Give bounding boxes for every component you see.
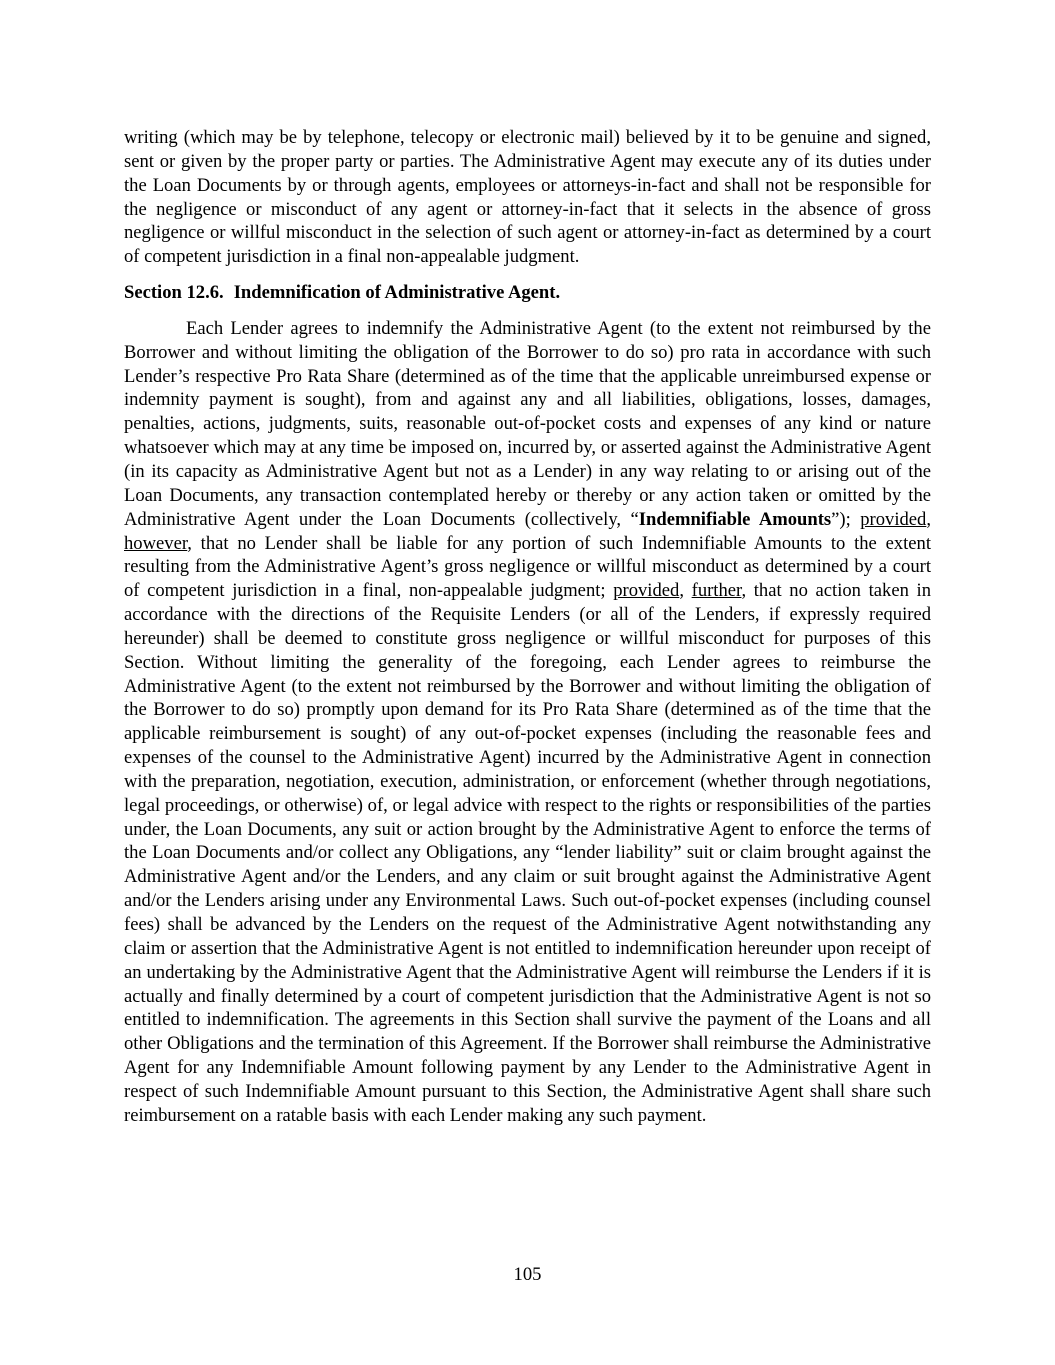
section-heading [124, 281, 931, 305]
proviso-separator-2: , [679, 580, 692, 602]
proviso-however: however [124, 532, 188, 554]
carryover-paragraph: writing (which may be by telephone, telecopy or electronic mail) believed by it to be genuine and signed, sent or given by the proper party or parties. The Administrative Agent may execute any of its duties under the Loan Documents by or through agents, employees or attorneys-in-fact and shall not be responsible for the negligence or misconduct of any agent or attorney-in-fact that it selects in the absence of gross negligence or willful misconduct in the selection of such agent or attorney-in-fact as determined by a court of competent jurisdiction in a final non-appealable judgment. [124, 127, 931, 268]
body-text-part1: Each Lender agrees to indemnify the Administrative Agent (to the extent not reimbursed by the Borrower and without limiting the obligation of the Borrower to do so) pro rata in accordance with such Lender’s respective Pro Rata Share (determined as of the time that the applicable unreimbursed expense or indemnity payment is sought), from and against any and all liabilities, obligations, losses, damages, penalties, actions, judgments, suits, reasonable out-of-pocket costs and expenses of any kind or nature whatsoever which may at any time be imposed on, incurred by, or asserted against the Administrative Agent (in its capacity as Administrative Agent but not as a Lender) in any way relating to or arising out of the Loan Documents, any transaction contemplated hereby or thereby or any action taken or omitted by the Administrative Agent under the Loan Documents (collectively, “ [124, 317, 931, 530]
section-title: Indemnification of Administrative Agent. [233, 282, 561, 304]
section-number: Section 12.6. [124, 282, 224, 304]
document-page [124, 126, 931, 1128]
proviso-further: further [691, 580, 742, 602]
defined-term-indemnifiable-amounts: Indemnifiable Amounts [638, 508, 832, 530]
body-text-part3: , that no Lender shall be liable for any portion of such Indemnifiable Amounts to the extent resulting from the Administrative Agent’s gross negligence or willful misconduct as determined by a court of competent jurisdiction in a final, non-appealable judgment; [124, 532, 931, 602]
page-number: 105 [513, 1264, 542, 1285]
body-text-part2: ”); [831, 508, 861, 530]
proviso-provided-2: provided [613, 580, 680, 602]
indemnification-paragraph [124, 317, 931, 1128]
proviso-provided-1: provided [860, 508, 927, 530]
body-text-part4: , that no action taken in accordance with the directions of the Requisite Lenders (or all of the Lenders, if expressly required hereunder) shall be deemed to constitute gross negligence or willful misconduct for purposes of this Section. Without limiting the generality of the foregoing, each Lender agrees to reimburse the Administrative Agent (to the extent not reimbursed by the Borrower and without limiting the obligation of the Borrower to do so) promptly upon demand for its Pro Rata Share (determined as of the time that the applicable reimbursement is sought) of any out-of-pocket expenses (including the reasonable fees and expenses of the counsel to the Administrative Agent) incurred by the Administrative Agent in connection with the preparation, negotiation, execution, administration, or enforcement (whether through negotiations, legal proceedings, or otherwise) of, or legal advice with respect to the rights or responsibilities of the parties under, the Loan Documents, any suit or action brought by the Administrative Agent to enforce the terms of the Loan Documents and/or collect any Obligations, any “lender liability” suit or claim brought against the Administrative Agent and/or the Lenders, and any claim or suit brought against the Administrative Agent and/or the Lenders arising under any Environmental Laws. Such out-of-pocket expenses (including counsel fees) shall be advanced by the Lenders on the request of the Administrative Agent notwithstanding any claim or assertion that the Administrative Agent is not entitled to indemnification hereunder upon receipt of an undertaking by the Administrative Agent that the Administrative Agent will reimburse the Lenders if it is actually and finally determined by a court of competent jurisdiction that the Administrative Agent is not so entitled to indemnification. The agreements in this Section shall survive the payment of the Loans and all other Obligations and the termination of this Agreement. If the Borrower shall reimburse the Administrative Agent for any Indemnifiable Amount following payment by any Lender to the Administrative Agent in respect of such Indemnifiable Amount pursuant to this Section, the Administrative Agent shall share such reimbursement on a ratable basis with each Lender making any such payment. [124, 580, 931, 1126]
proviso-separator-1: , [926, 508, 932, 530]
